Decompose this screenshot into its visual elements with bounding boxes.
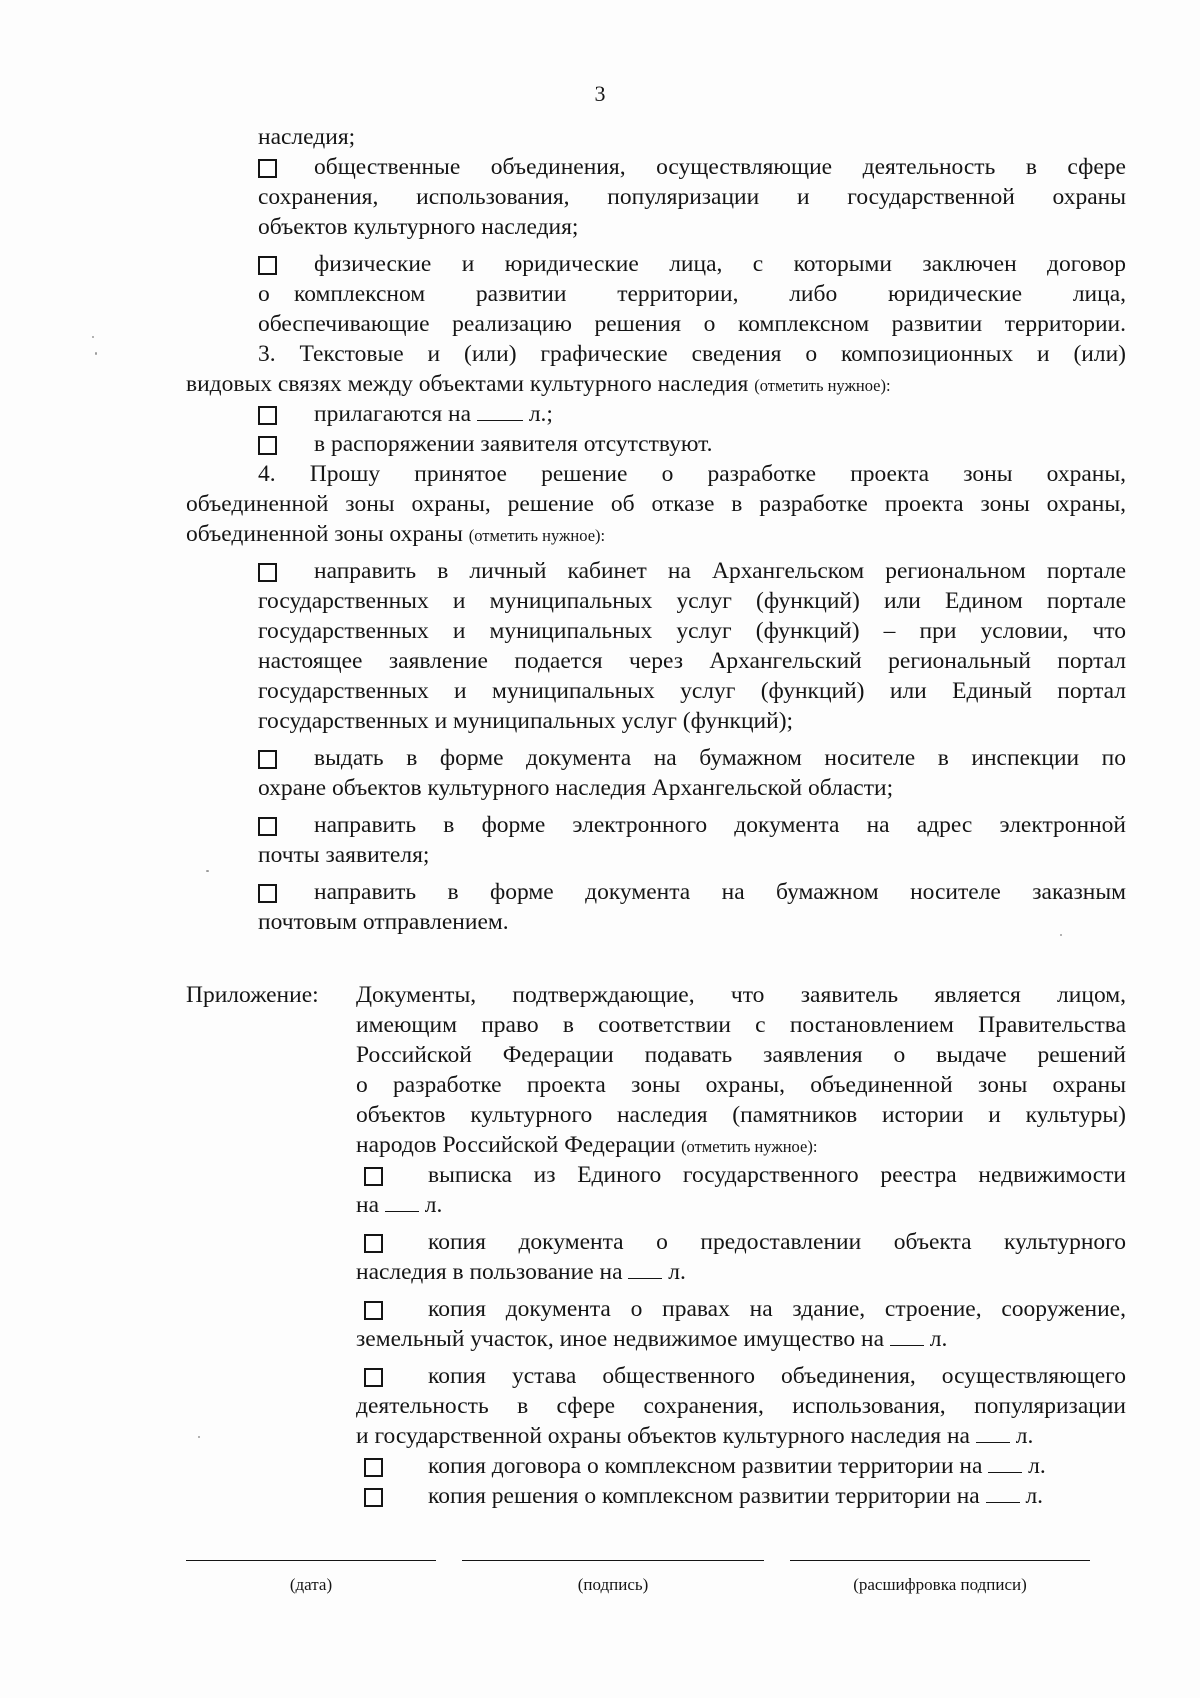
sheets-count-field[interactable] bbox=[986, 1482, 1020, 1503]
checkbox-development-decision[interactable] bbox=[364, 1488, 383, 1507]
text-line: обеспечивающие реализацию решения о комплексном развитии территории. bbox=[258, 311, 1126, 337]
checkbox-row-attached bbox=[186, 399, 1126, 429]
checkbox-row-egrn-extract bbox=[356, 1160, 1126, 1190]
option-text: копия документа о предоставлении объекта культурного bbox=[428, 1229, 1126, 1255]
option-text: выдать в форме документа на бумажном носителе в инспекции по bbox=[314, 745, 1126, 771]
scan-speck bbox=[206, 870, 209, 872]
text-line bbox=[356, 1130, 1126, 1160]
attachments-body bbox=[356, 980, 1126, 1511]
text-line: охране объектов культурного наследия Архангельской области; bbox=[258, 775, 894, 801]
section-4-heading: 4. Прошу принятое решение о разработке проекта зоны охраны, bbox=[258, 461, 1126, 487]
text-line: имеющим право в соответствии с постановлением Правительства bbox=[356, 1012, 1126, 1038]
checkbox-email[interactable] bbox=[258, 817, 277, 836]
text-fragment: на bbox=[356, 1192, 380, 1218]
checkbox-absent[interactable] bbox=[258, 436, 277, 455]
attachments-label: Приложение: bbox=[186, 982, 319, 1008]
text-line: сохранения, использования, популяризации и государственной охраны bbox=[258, 184, 1126, 210]
checkbox-row-property-rights bbox=[356, 1294, 1126, 1324]
checkbox-row-development-decision bbox=[356, 1481, 1126, 1511]
text-fragment: и государственной охраны объектов культурного наследия на bbox=[356, 1423, 970, 1449]
checkbox-paper-inspection[interactable] bbox=[258, 750, 277, 769]
option-text: копия устава общественного объединения, осуществляющего bbox=[428, 1363, 1126, 1389]
option-text: прилагаются на bbox=[314, 401, 472, 427]
scan-speck bbox=[92, 336, 94, 338]
text-line bbox=[186, 279, 1126, 309]
checkbox-individuals-legal-entities[interactable] bbox=[258, 256, 277, 275]
unit: л. bbox=[1015, 1423, 1034, 1449]
checkbox-attached[interactable] bbox=[258, 406, 277, 425]
option-text: копия договора о комплексном развитии территории на bbox=[428, 1453, 983, 1479]
sheets-count-field[interactable] bbox=[477, 400, 523, 421]
checkbox-row-registered-mail bbox=[186, 877, 1126, 907]
text-line: объектов культурного наследия; bbox=[258, 214, 579, 240]
checkbox-personal-account[interactable] bbox=[258, 563, 277, 582]
option-text: направить в форме электронного документа на адрес электронной bbox=[314, 812, 1126, 838]
checkbox-public-associations[interactable] bbox=[258, 159, 277, 178]
checkbox-charter[interactable] bbox=[364, 1368, 383, 1387]
option-text: копия документа о правах на здание, строение, сооружение, bbox=[428, 1296, 1126, 1322]
text-fragment: наследия в пользование на bbox=[356, 1259, 623, 1285]
unit: л. bbox=[424, 1192, 443, 1218]
sheets-count-field[interactable] bbox=[976, 1422, 1010, 1443]
text-line: Документы, подтверждающие, что заявитель является лицом, bbox=[356, 982, 1126, 1008]
sheets-count-field[interactable] bbox=[988, 1452, 1022, 1473]
text-line bbox=[356, 1324, 1126, 1354]
date-caption: (дата) bbox=[289, 1575, 333, 1594]
signature-line[interactable] bbox=[462, 1560, 764, 1562]
option-text: выписка из Единого государственного реестра недвижимости bbox=[428, 1162, 1126, 1188]
option-text: направить в форме документа на бумажном носителе заказным bbox=[314, 879, 1126, 905]
sheets-count-field[interactable] bbox=[385, 1191, 419, 1212]
option-text: физические и юридические лица, с которыми заключен договор bbox=[314, 251, 1126, 277]
note: (отметить нужное): bbox=[681, 1137, 818, 1156]
unit: л. bbox=[1028, 1453, 1046, 1479]
text-line: деятельность в сфере сохранения, использования, популяризации bbox=[356, 1393, 1126, 1419]
text-line bbox=[186, 369, 1126, 399]
decryption-line[interactable] bbox=[790, 1560, 1090, 1562]
text-line: почтовым отправлением. bbox=[258, 909, 509, 935]
scan-speck bbox=[198, 1436, 200, 1438]
checkbox-egrn-extract[interactable] bbox=[364, 1167, 383, 1186]
text-line: государственных и муниципальных услуг (функций); bbox=[258, 708, 794, 734]
checkbox-registered-mail[interactable] bbox=[258, 884, 277, 903]
note: (отметить нужное): bbox=[468, 526, 606, 545]
checkbox-row-use-document bbox=[356, 1227, 1126, 1257]
option-text: общественные объединения, осуществляющие деятельность в сфере bbox=[314, 154, 1126, 180]
checkbox-development-contract[interactable] bbox=[364, 1458, 383, 1477]
unit: л. bbox=[1025, 1483, 1044, 1509]
checkbox-row-email bbox=[186, 810, 1126, 840]
signature-caption: (подпись) bbox=[577, 1575, 649, 1594]
unit: л. bbox=[668, 1259, 686, 1285]
text-fragment: народов Российской Федерации bbox=[356, 1132, 676, 1158]
page-number: 3 bbox=[594, 81, 606, 106]
scan-speck bbox=[95, 352, 97, 355]
text-fragment: объединенной зоны охраны bbox=[186, 521, 463, 547]
checkbox-row-public-associations bbox=[186, 152, 1126, 182]
checkbox-use-document[interactable] bbox=[364, 1234, 383, 1253]
text-line: Российской Федерации подавать заявления о выдаче решений bbox=[356, 1042, 1126, 1068]
checkbox-row-paper-inspection bbox=[186, 743, 1126, 773]
scan-speck bbox=[1060, 934, 1062, 936]
text-line: объединенной зоны охраны, решение об отказе в разработке проекта зоны охраны, bbox=[186, 491, 1126, 517]
text-line: государственных и муниципальных услуг (функций) или Единый портал bbox=[258, 678, 1126, 704]
text-line: государственных и муниципальных услуг (функций) – при условии, что bbox=[258, 618, 1126, 644]
option-text: направить в личный кабинет на Архангельском региональном портале bbox=[314, 558, 1126, 584]
sheets-count-field[interactable] bbox=[628, 1258, 662, 1279]
text-fragment: видовых связях между объектами культурного наследия bbox=[186, 371, 749, 397]
checkbox-row-individuals-legal-entities bbox=[186, 249, 1126, 279]
text-line: почты заявителя; bbox=[258, 842, 430, 868]
text-line bbox=[356, 1190, 1126, 1220]
text-line: государственных и муниципальных услуг (функций) или Едином портале bbox=[258, 588, 1126, 614]
note: (отметить нужное): bbox=[754, 376, 891, 395]
unit: л.; bbox=[528, 401, 553, 427]
text-line: настоящее заявление подается через Архангельский региональный портал bbox=[258, 648, 1126, 674]
unit: л. bbox=[929, 1326, 948, 1352]
text-line: объектов культурного наследия (памятников истории и культуры) bbox=[356, 1102, 1126, 1128]
text-fragment: о bbox=[258, 281, 270, 307]
date-line[interactable] bbox=[186, 1560, 436, 1562]
checkbox-property-rights[interactable] bbox=[364, 1301, 383, 1320]
checkbox-row-personal-account bbox=[186, 556, 1126, 586]
option-text: в распоряжении заявителя отсутствуют. bbox=[314, 431, 713, 457]
checkbox-row-absent bbox=[186, 429, 1126, 459]
text-line: наследия; bbox=[258, 124, 356, 150]
checkbox-row-charter bbox=[356, 1361, 1126, 1391]
text-line bbox=[356, 1421, 1126, 1451]
sheets-count-field[interactable] bbox=[890, 1325, 924, 1346]
text-fragment: земельный участок, иное недвижимое имущество на bbox=[356, 1326, 885, 1352]
text-line: о разработке проекта зоны охраны, объединенной зоны охраны bbox=[356, 1072, 1126, 1098]
application-body bbox=[186, 122, 1126, 937]
option-text: копия решения о комплексном развитии территории на bbox=[428, 1483, 980, 1509]
text-line bbox=[356, 1257, 1126, 1287]
section-3-heading: 3. Текстовые и (или) графические сведения о композиционных и (или) bbox=[258, 341, 1126, 367]
text-fragment: комплексном развитии территории, либо юридические лица, bbox=[294, 281, 1126, 307]
checkbox-row-development-contract bbox=[356, 1451, 1126, 1481]
text-line bbox=[186, 519, 1126, 549]
decryption-caption: (расшифровка подписи) bbox=[853, 1575, 1027, 1594]
